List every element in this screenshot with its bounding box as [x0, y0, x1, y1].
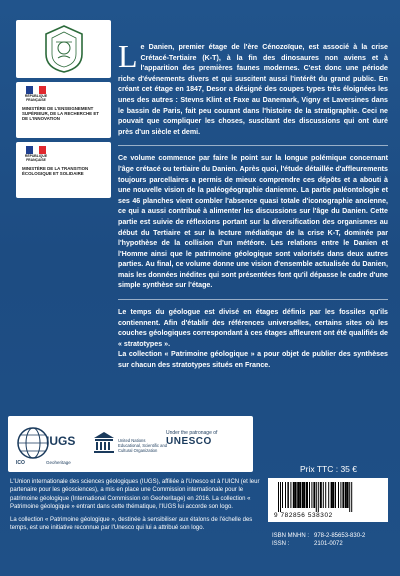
barcode-bar — [347, 482, 349, 508]
patronage-name: UNESCO — [166, 436, 212, 447]
barcode-bar — [299, 482, 301, 508]
barcode-bar — [278, 482, 279, 512]
unesco-logo — [92, 420, 168, 468]
collection-paragraph: La collection « Patrimoine géologique » a pour objet de publier des synthèses sur chacun des stratotypes situés en France. — [118, 350, 388, 370]
issn-label: ISSN : — [272, 541, 290, 548]
iugs-logo — [12, 420, 82, 468]
ministry-name: MINISTÈRE DE LA TRANSITION ÉCOLOGIQUE ET SOLIDAIRE — [22, 166, 89, 176]
barcode — [268, 478, 388, 522]
ico-wordmark: ICO — [16, 460, 25, 466]
barcode-bars-icon — [276, 482, 380, 512]
barcode-bar — [333, 482, 335, 508]
ministry-research-logo — [16, 82, 111, 138]
barcode-bar — [331, 482, 333, 508]
barcode-bar — [325, 482, 326, 508]
barcode-bar — [318, 482, 319, 512]
intro-paragraph — [118, 38, 388, 137]
patronage-caption: Under the patronage of — [166, 430, 218, 436]
french-flag-icon — [26, 86, 46, 94]
isbn-row — [272, 532, 365, 540]
barcode-bar — [328, 482, 329, 508]
isbn-block — [272, 532, 365, 549]
barcode-bar — [306, 482, 308, 508]
barcode-bar — [297, 482, 299, 508]
barcode-number: 9 782856 538302 — [274, 512, 333, 519]
barcode-bar — [345, 482, 347, 508]
rf-label: RÉPUBLIQUE FRANÇAISE — [24, 154, 48, 162]
barcode-bar — [316, 482, 317, 512]
barcode-bar — [290, 482, 291, 508]
barcode-bar — [295, 482, 297, 508]
divider — [118, 145, 388, 146]
intro-text: e Danien, premier étage de l'ère Cénozoïque, est associé à la crise Crétacé-Tertiaire (K-T), à la fin des dinosaures non aviens et à l'apparition des premières faunes modernes. C'est donc une période riche d'événements divers et qui suscitent aussi l'intérêt du grand public. En créant cet étage en 1847, Desor a désigné des coupes types très éloignées les unes des autres : Stevns Klint et Faxe au Danemark, Vigny et Laversines dans le bassin de Paris, fait peu courant dans l'histoire de la stratigraphie. Ceci ne pouvait que compliquer les choses, suscitant des discussions qui ont duré près d'un siècle et demi. — [118, 43, 388, 136]
summary-paragraph: Ce volume commence par faire le point sur la longue polémique concernant l'âge crétacé ou tertiaire du Danien. Après quoi, l'étude détaillée d'affleurements toujours parcellaires a permis de mieux comprendre ces dépôts et a abouti à une nouvelle vision de la paléogéographie danienne. La partie paléontologie et ses 46 planches vient combler l'absence quasi totale d'iconographie ancienne, ce qui a aussi contribué à alimenter les discussions sur l'âge du Danien. Cette partie est suivie de réflexions portant sur la diversification des organismes au début du Tertiaire et sur la lecture médiatique de la crise K-T, dominée par l'hypothèse de la collision d'un météore. Les relations entre le Danien et l'Homme ainsi que le patrimoine géologique sont valorisés dans deux autres parties. Au final, ce volume donne une vision d'ensemble actualisée du Danien, mais les données inédites qui sont présentées font qu'il dépasse le cadre d'une simple synthèse sur l'étage. — [118, 154, 388, 290]
unesco-patronage — [166, 430, 217, 447]
issn-row — [272, 540, 365, 548]
barcode-bar — [287, 482, 289, 508]
price: Prix TTC : 35 € — [300, 464, 357, 474]
unesco-temple-icon — [92, 430, 116, 454]
barcode-bar — [304, 482, 306, 508]
barcode-bar — [340, 482, 341, 508]
issn-value: 2101-0072 — [314, 541, 343, 548]
footer-notes — [10, 478, 260, 532]
barcode-bar — [313, 482, 315, 508]
museum-seal-icon — [42, 24, 86, 74]
drop-cap: L — [118, 38, 138, 74]
barcode-bar — [342, 482, 344, 508]
ministry-ecology-logo — [16, 142, 111, 198]
isbn-label: ISBN MNHN : — [272, 533, 310, 539]
barcode-bar — [285, 482, 286, 508]
barcode-bar — [349, 482, 350, 512]
barcode-bar — [280, 482, 281, 512]
french-flag-icon — [26, 146, 46, 154]
barcode-bar — [351, 482, 352, 512]
isbn-value: 978-2-85653-830-2 — [314, 533, 366, 539]
divider — [118, 299, 388, 300]
barcode-bar — [311, 482, 312, 508]
barcode-bar — [335, 482, 336, 508]
unesco-note: La collection « Patrimoine géologique », destinée à sensibiliser aux étalons de l'échelle des temps, est une initiative reconnue par l'Unesco qui lui a attribué son logo. — [10, 516, 253, 532]
marianne-logo — [22, 86, 50, 104]
barcode-bar — [302, 482, 304, 508]
iugs-wordmark: IUGS — [46, 434, 76, 448]
marianne-logo — [22, 146, 50, 164]
unesco-name: United Nations Educational, Scientific and Cultural Organization — [118, 438, 168, 453]
museum-seal-logo — [16, 20, 111, 78]
barcode-bar — [338, 482, 339, 508]
barcode-bar — [282, 482, 283, 508]
back-cover-text — [118, 38, 388, 371]
geoheritage-wordmark: Geoheritage — [46, 460, 71, 465]
barcode-bar — [309, 482, 310, 508]
partner-logos — [8, 416, 253, 472]
iugs-globe-icon — [16, 426, 50, 460]
ministry-name: MINISTÈRE DE L'ENSEIGNEMENT SUPÉRIEUR, DE LA RECHERCHE ET DE L'INNOVATION — [22, 106, 99, 121]
barcode-bar — [320, 482, 322, 508]
iugs-note: L'Union internationale des sciences géologiques (IUGS), affiliée à l'Unesco et à l'UICN (et leur partenaire pour les géosciences), a mis en place une Commission internationale pour le patrimoine géologique (International Commission on Geoheritage) en 2016. La collection « Patrimoine géologique » entrant dans cette thématique, l'IUGS lui accorde son logo. — [10, 479, 260, 511]
barcode-bar — [323, 482, 324, 508]
rf-label: RÉPUBLIQUE FRANÇAISE — [24, 94, 48, 102]
stratotype-paragraph: Le temps du géologue est divisé en étages définis par les fossiles qu'ils contiennent. Afin d'établir des références universelles, certains sites où les couches géologiques correspondant à ces étages affleurent ont été qualifiés de « stratotypes ». — [118, 308, 388, 348]
barcode-bar — [293, 482, 295, 508]
